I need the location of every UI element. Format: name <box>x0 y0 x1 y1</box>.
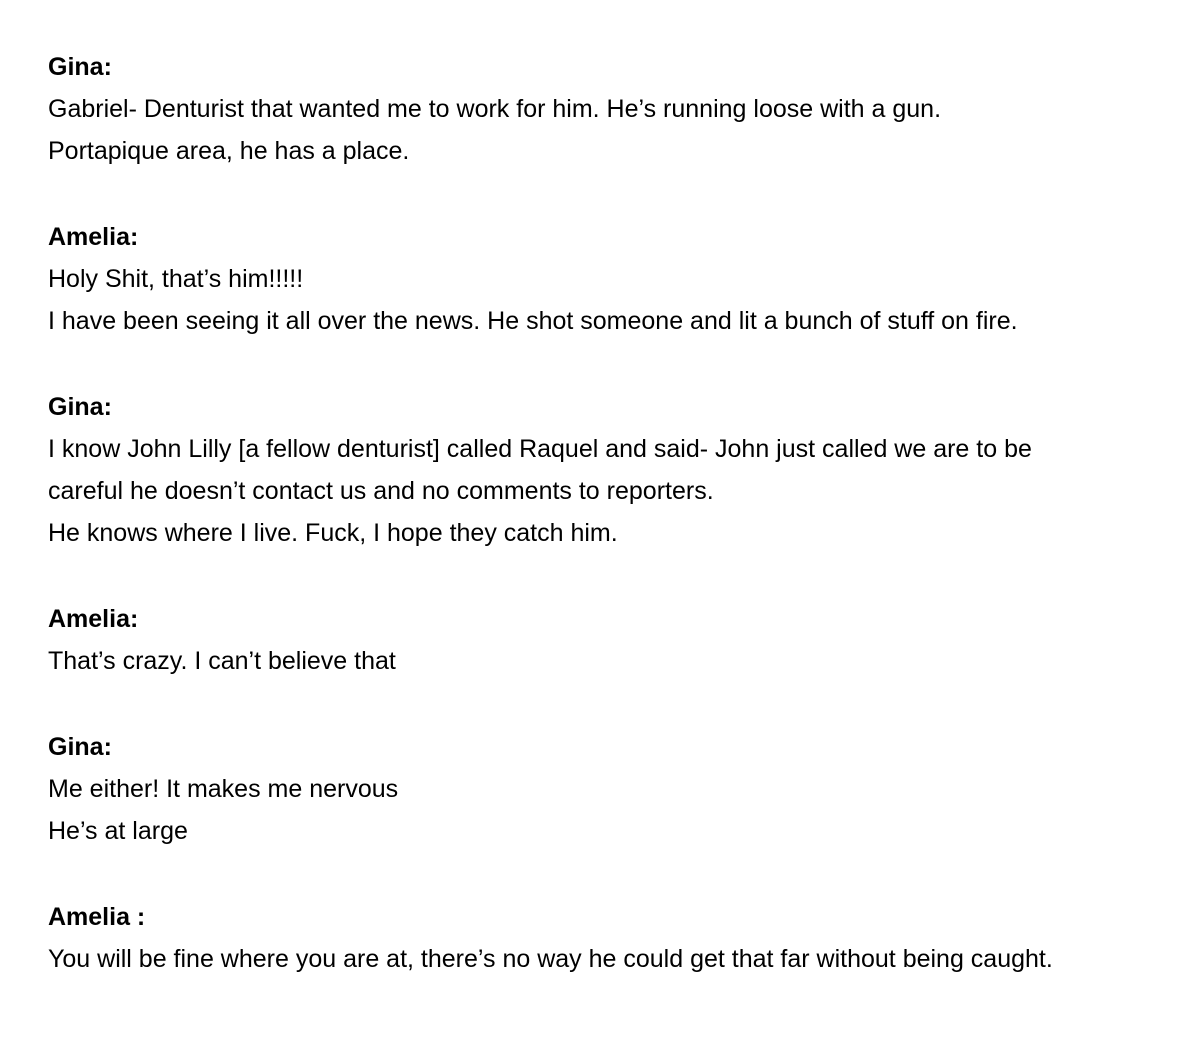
message-line: Gabriel- Denturist that wanted me to work for him. He’s running loose with a gun. <box>48 95 942 123</box>
speaker-name: Gina: <box>48 733 112 761</box>
message-line: You will be fine where you are at, there’s no way he could get that far without being caught. <box>48 945 1053 973</box>
transcript-document <box>48 46 1108 980</box>
message-line: Portapique area, he has a place. <box>48 137 410 165</box>
message-block <box>48 598 1108 682</box>
message-line: He’s at large <box>48 817 188 845</box>
message-line: He knows where I live. Fuck, I hope they catch him. <box>48 519 618 547</box>
speaker-name: Amelia: <box>48 223 139 251</box>
message-block <box>48 896 1108 980</box>
message-block <box>48 726 1108 852</box>
speaker-name: Gina: <box>48 53 112 81</box>
speaker-name: Amelia : <box>48 903 146 931</box>
message-block <box>48 386 1108 554</box>
speaker-name: Gina: <box>48 393 112 421</box>
message-line: Holy Shit, that’s him!!!!! <box>48 265 304 293</box>
message-line: I know John Lilly [a fellow denturist] called Raquel and said- John just called we are to be careful he doesn’t contact us and no comments to reporters. <box>48 435 1032 505</box>
message-block <box>48 46 1108 172</box>
message-line: That’s crazy. I can’t believe that <box>48 647 396 675</box>
speaker-name: Amelia: <box>48 605 139 633</box>
message-block <box>48 216 1108 342</box>
message-line: I have been seeing it all over the news. He shot someone and lit a bunch of stuff on fire. <box>48 307 1018 335</box>
message-line: Me either! It makes me nervous <box>48 775 399 803</box>
